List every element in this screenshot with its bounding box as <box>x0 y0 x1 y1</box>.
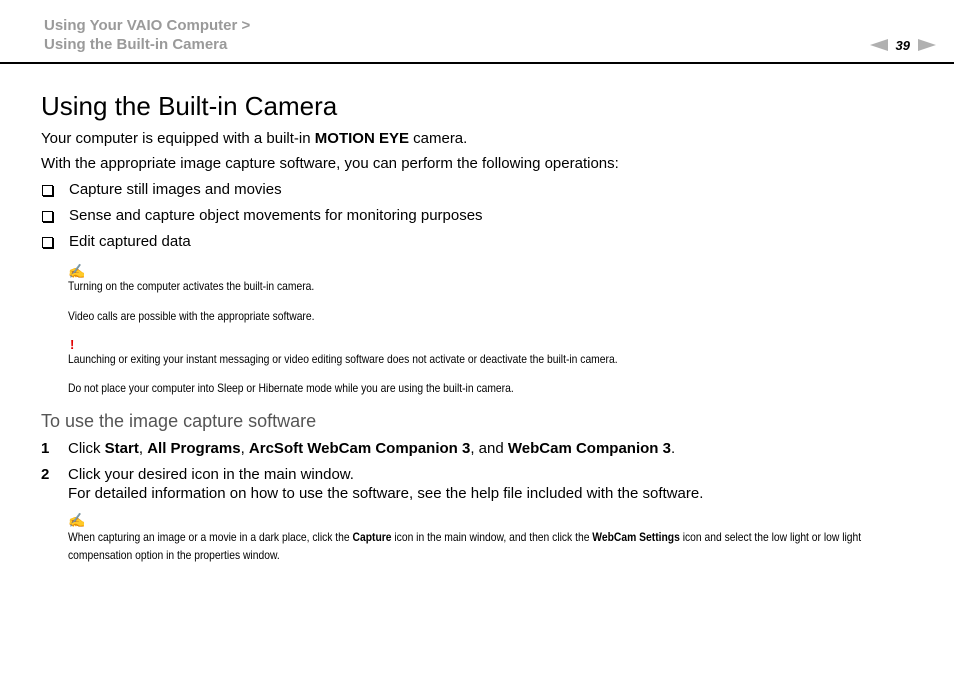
step-text: Click Start, All Programs, ArcSoft WebCam Companion 3, and WebCam Companion 3. <box>68 440 676 457</box>
breadcrumb-current: Using the Built-in Camera <box>44 36 228 53</box>
checkbox-bullet-icon <box>42 211 53 222</box>
warning-line: Launching or exiting your instant messaging or video editing software does not activate or deactivate the built-in camera. <box>68 352 618 366</box>
list-item: Sense and capture object movements for monitoring purposes <box>41 207 921 225</box>
list-item: Capture still images and movies <box>41 181 921 199</box>
section-subheading: To use the image capture software <box>41 411 317 431</box>
note-pencil-icon: ✍ <box>68 263 86 279</box>
step-item <box>41 439 921 458</box>
checkbox-bullet-icon <box>42 185 53 196</box>
previous-page-icon[interactable] <box>870 39 888 51</box>
operations-list <box>41 181 921 251</box>
warning-block <box>68 338 921 396</box>
steps-list <box>41 439 921 503</box>
step-number: 2 <box>41 466 50 483</box>
note-paragraph: When capturing an image or a movie in a dark place, click the Capture icon in the main window, and then click the WebCam Settings icon and select the low light or low light compensation option in the properties window. <box>68 530 862 562</box>
note-block <box>68 513 921 564</box>
warning-line: Do not place your computer into Sleep or Hibernate mode while you are using the built-in camera. <box>68 381 514 395</box>
page-title: Using the Built-in Camera <box>41 91 338 121</box>
intro-paragraph: Your computer is equipped with a built-in MOTION EYE camera. <box>41 130 468 147</box>
header-divider <box>0 62 954 64</box>
note-line: Video calls are possible with the appropriate software. <box>68 309 315 323</box>
note-line: Turning on the computer activates the built-in camera. <box>68 279 315 293</box>
intro-paragraph-2: With the appropriate image capture software, you can perform the following operations: <box>41 155 619 172</box>
warning-exclamation-icon: ! <box>70 337 75 352</box>
list-item: Edit captured data <box>41 233 921 251</box>
page-number: 39 <box>895 37 910 53</box>
step-item <box>41 465 921 503</box>
step-number: 1 <box>41 440 50 457</box>
pager <box>870 36 936 54</box>
next-page-icon[interactable] <box>918 39 936 51</box>
breadcrumb-parent[interactable]: Using Your VAIO Computer > <box>44 17 251 34</box>
checkbox-bullet-icon <box>42 237 53 248</box>
main-content <box>41 88 921 564</box>
page-header <box>0 0 954 64</box>
breadcrumb <box>44 16 250 54</box>
note-block <box>68 264 921 324</box>
note-pencil-icon: ✍ <box>68 512 86 528</box>
step-text: Click your desired icon in the main window. For detailed information on how to use the software, see the help file included with the software. <box>68 466 704 502</box>
